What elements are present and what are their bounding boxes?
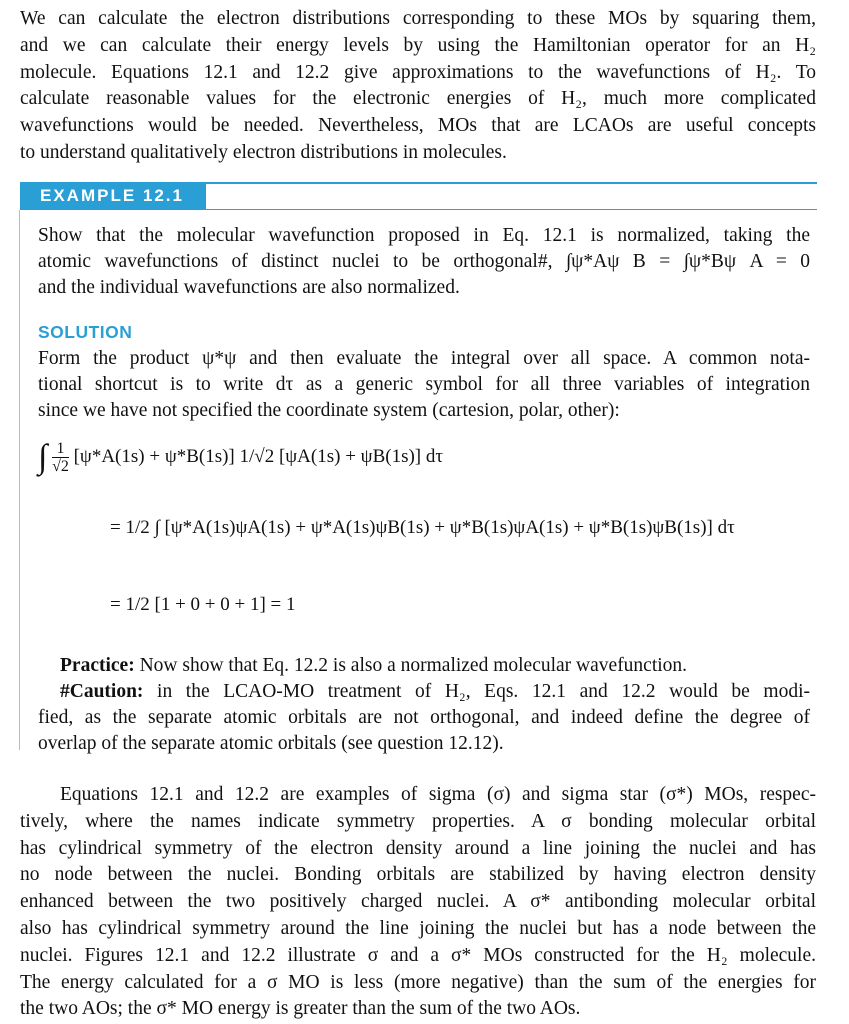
- equation-3-text: = 1/2 [1 + 0 + 0 + 1] = 1: [110, 594, 296, 615]
- integral-sign: ∫: [38, 438, 48, 476]
- fraction-1-over-root2: $\frac{1}{√2}$: [52, 440, 69, 475]
- closing-line: also has cylindrical symmetry around the line joining the nuclei but has a node between the: [20, 917, 816, 939]
- practice-block: [38, 653, 810, 757]
- equation-line-3: [110, 594, 296, 616]
- closing-line: Equations 12.1 and 12.2 are examples of sigma (σ) and sigma star (σ*) MOs, respec-: [60, 784, 816, 805]
- solution-heading: SOLUTION: [38, 322, 133, 342]
- example-tag: EXAMPLE 12.1: [20, 182, 206, 210]
- intro-line: and we can calculate their energy levels by using the Hamiltonian operator for an H₂: [20, 34, 816, 56]
- closing-line: tively, where the names indicate symmetry properties. A σ bonding molecular orbital: [20, 810, 816, 832]
- solution-line: tional shortcut is to write dτ as a generic symbol for all three variables of integration: [38, 374, 810, 395]
- intro-paragraph: [20, 6, 816, 167]
- closing-line: no node between the nuclei. Bonding orbitals are stabilized by having electron density: [20, 864, 816, 886]
- example-header-rule: [206, 209, 817, 210]
- question-line: and the individual wavefunctions are also normalized.: [38, 277, 460, 298]
- question-line: atomic wavefunctions of distinct nuclei to be orthogonal#, ∫ψ*Aψ B = ∫ψ*Bψ A = 0: [38, 251, 810, 272]
- intro-line: wavefunctions would be needed. Nevertheless, MOs that are LCAOs are useful concepts: [20, 115, 816, 137]
- closing-line: has cylindrical symmetry of the electron density around a line joining the nuclei and has: [20, 837, 816, 859]
- solution-text: [38, 346, 810, 424]
- closing-line: the two AOs; the σ* MO energy is greater than the sum of the two AOs.: [20, 998, 581, 1020]
- closing-paragraph: [20, 782, 816, 1023]
- solution-line: since we have not specified the coordinate system (cartesion, polar, other):: [38, 400, 620, 421]
- equation-2-text: = 1/2 ∫ [ψ*A(1s)ψA(1s) + ψ*A(1s)ψB(1s) + ψ*B(1s)ψA(1s) + ψ*B(1s)ψB(1s)] dτ: [110, 517, 735, 538]
- example-question: [38, 223, 810, 301]
- solution-line: Form the product ψ*ψ and then evaluate the integral over all space. A common nota-: [38, 348, 810, 369]
- intro-line: calculate reasonable values for the electronic energies of H₂, much more complicated: [20, 88, 816, 110]
- practice-line: Practice: Now show that Eq. 12.2 is also a normalized molecular wavefunction.: [60, 655, 688, 676]
- equation-line-1: [38, 440, 443, 475]
- intro-line: molecule. Equations 12.1 and 12.2 give approximations to the wavefunctions of H₂. To: [20, 61, 816, 83]
- question-line: Show that the molecular wavefunction proposed in Eq. 12.1 is normalized, taking the: [38, 225, 810, 246]
- intro-line: We can calculate the electron distributions corresponding to these MOs by squaring them,: [20, 8, 816, 29]
- closing-line: The energy calculated for a σ MO is less (more negative) than the sum of the energies for: [20, 971, 816, 993]
- closing-line: enhanced between the two positively charged nuclei. A σ* antibonding molecular orbital: [20, 891, 816, 913]
- example-left-rule: [19, 210, 20, 750]
- label-bold: #Caution:: [60, 681, 144, 702]
- caution-line: overlap of the separate atomic orbitals (see question 12.12).: [38, 733, 504, 754]
- caution-line: #Caution: in the LCAO-MO treatment of H₂, Eqs. 12.1 and 12.2 would be modi-: [60, 681, 810, 702]
- intro-line: to understand qualitatively electron distributions in molecules.: [20, 141, 507, 163]
- label-bold: Practice:: [60, 655, 135, 676]
- equation-line-2: [110, 517, 735, 539]
- closing-line: nuclei. Figures 12.1 and 12.2 illustrate σ and a σ* MOs constructed for the H₂ molecule.: [20, 944, 816, 966]
- caution-line: fied, as the separate atomic orbitals are not orthogonal, and indeed define the degree of: [38, 707, 810, 728]
- equation-1-text: [ψ*A(1s) + ψ*B(1s)] 1/√2 [ψA(1s) + ψB(1s)] dτ: [73, 445, 443, 467]
